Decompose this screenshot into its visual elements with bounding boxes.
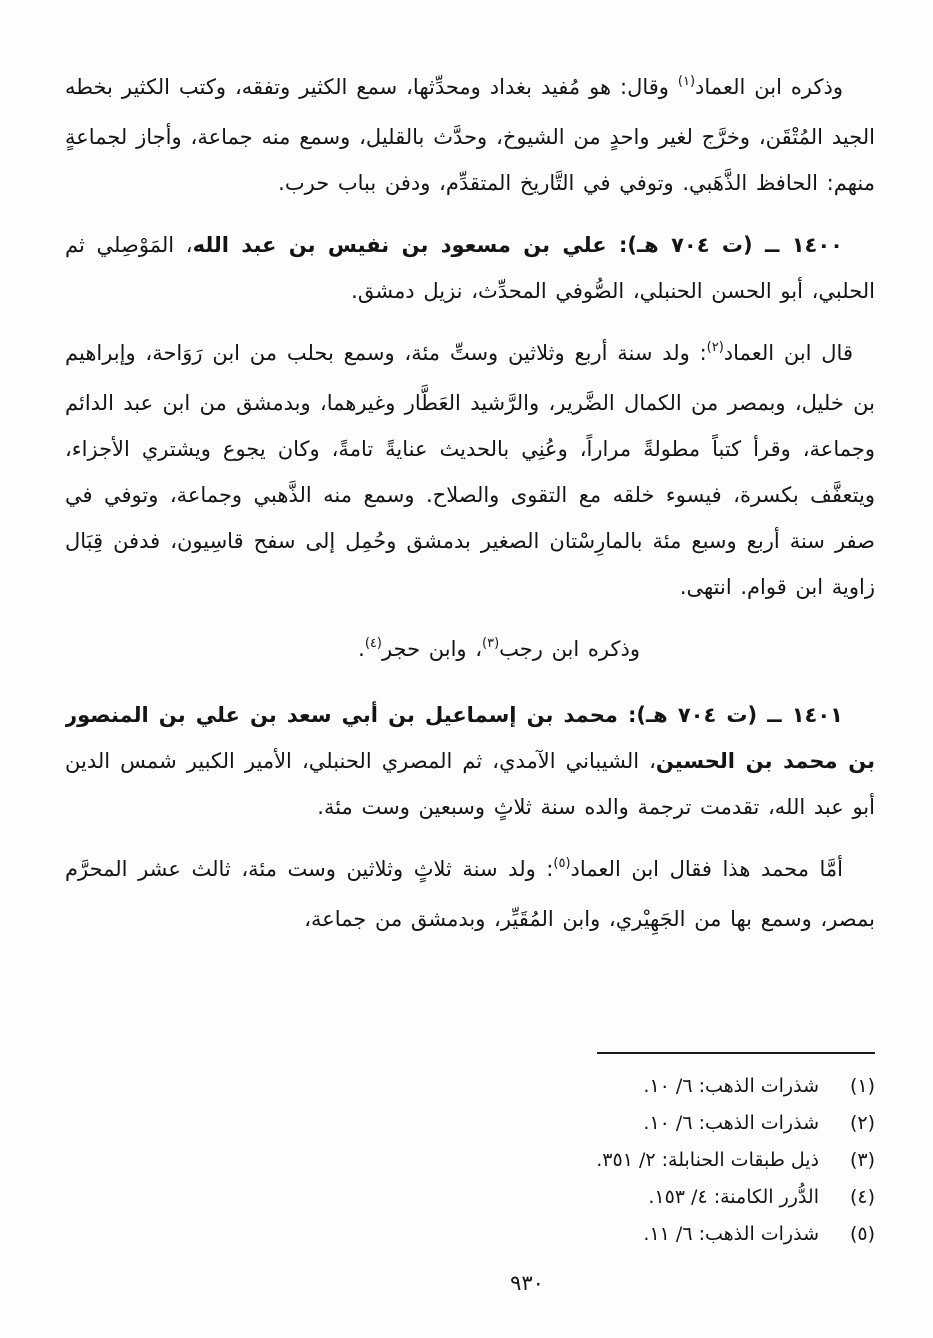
footnote-text: شذرات الذهب: ٦/ ١١. [643, 1223, 819, 1245]
footnote-text: الدُّرر الكامنة: ٤/ ١٥٣. [648, 1186, 819, 1208]
entry-1400-biography-paragraph [65, 330, 875, 610]
footnote-item [65, 1142, 875, 1179]
footnote-ref-3: (٣) [482, 636, 500, 651]
body-text: وذكره ابن العماد [695, 75, 843, 99]
body-text: ، المَوْصِلي ثم الحلبي، أبو الحسن الحنبلي، الصُّوفي المحدِّث، نزيل دمشق. [65, 233, 875, 303]
entry-1401-heading-paragraph [65, 692, 875, 830]
footnote-marker: (٣) [849, 1149, 875, 1171]
entry-1400-number-and-death-date: ١٤٠٠ ــ (ت ٧٠٤ هـ): [606, 233, 843, 257]
entry-1400-heading-paragraph [65, 222, 875, 314]
entry-1401-biography-paragraph [65, 846, 875, 942]
body-text: ، الشيباني الآمدي، ثم المصري الحنبلي، الأمير الكبير شمس الدين أبو عبد الله، تقدمت ترجمة والده سنة ثلاثٍ وسبعين وست مئة. [65, 749, 875, 819]
footnote-ref-4: (٤) [364, 636, 382, 651]
footnote-item [65, 1105, 875, 1142]
main-text-block [65, 64, 875, 1042]
footnotes-section [65, 1068, 875, 1253]
footnote-ref-5: (٥) [553, 856, 571, 871]
body-text: ، وابن حجر [381, 637, 483, 661]
footnote-marker: (١) [849, 1075, 875, 1097]
body-text: أمَّا محمد هذا فقال ابن العماد [570, 857, 843, 881]
entry-1400-name: علي بن مسعود بن نفيس بن عبد الله [192, 233, 607, 257]
paragraph-ibn-imad-quote [65, 64, 875, 206]
footnote-ref-1: (١) [677, 74, 696, 89]
footnote-text: ذيل طبقات الحنابلة: ٢/ ٣٥١. [596, 1149, 819, 1171]
body-text: وذكره ابن رجب [499, 637, 640, 661]
cross-reference-line [65, 626, 875, 676]
body-text: وقال: هو مُفيد بغداد ومحدِّثها، سمع الكثير وتفقه، وكتب الكثير بخطه الجيد المُتْقَن، وخرَّج لغير واحدٍ من الشيوخ، وحدَّث بالقليل، وسمع منه جماعة، وأجاز لجماعةٍ منهم: الحافظ الذَّهَبي. وتوفي في التَّاريخ المتقدِّم، ودفن بباب حرب. [65, 75, 875, 195]
footnote-item [65, 1216, 875, 1253]
footnote-ref-2: (٢) [706, 340, 724, 355]
body-text: قال ابن العماد [723, 341, 853, 365]
footnote-marker: (٤) [849, 1186, 875, 1208]
footnote-item [65, 1068, 875, 1105]
entry-1401-name: محمد بن إسماعيل بن أبي سعد بن علي بن المنصور بن محمد بن الحسين [65, 703, 875, 773]
footnote-marker: (٥) [849, 1223, 875, 1245]
body-text: : ولد سنة ثلاثٍ وثلاثين وست مئة، ثالث عشر المحرَّم بمصر، وسمع بها من الجَهِيْري، وابن المُقَيِّر، وبدمشق من جماعة، [65, 857, 875, 931]
footnote-separator-rule [597, 1052, 875, 1054]
footnote-item [65, 1179, 875, 1216]
footnote-text: شذرات الذهب: ٦/ ١٠. [643, 1075, 819, 1097]
body-text: : ولد سنة أربع وثلاثين وستِّ مئة، وسمع بحلب من ابن رَوَاحة، وإبراهيم بن خليل، وبمصر من الكمال الضَّرير، والرَّشيد العَطَّار وغيرهما، وبدمشق من ابن عبد الدائم وجماعة، وقرأ كتباً مطولةً مراراً، وعُنِي بالحديث عنايةً تامةً، وكان يجوع ويشتري الأجزاء، ويتعفَّف بكسرة، فيسوء خلقه مع التقوى والصلاح. وسمع منه الذَّهبي وجماعة، وتوفي في صفر سنة أربع وسبع مئة بالمارِسْتان الصغير بدمشق وحُمِل إلى سفح قاسِيون، فدفن قِبَال زاوية ابن قوام. انتهى. [65, 341, 875, 599]
footnote-text: شذرات الذهب: ٦/ ١٠. [643, 1112, 819, 1134]
footnote-marker: (٢) [849, 1112, 875, 1134]
body-text: . [358, 637, 365, 661]
page-number: ٩٣٠ [510, 1271, 544, 1295]
entry-1401-number-and-death-date: ١٤٠١ ــ (ت ٧٠٤ هـ): [617, 703, 843, 727]
